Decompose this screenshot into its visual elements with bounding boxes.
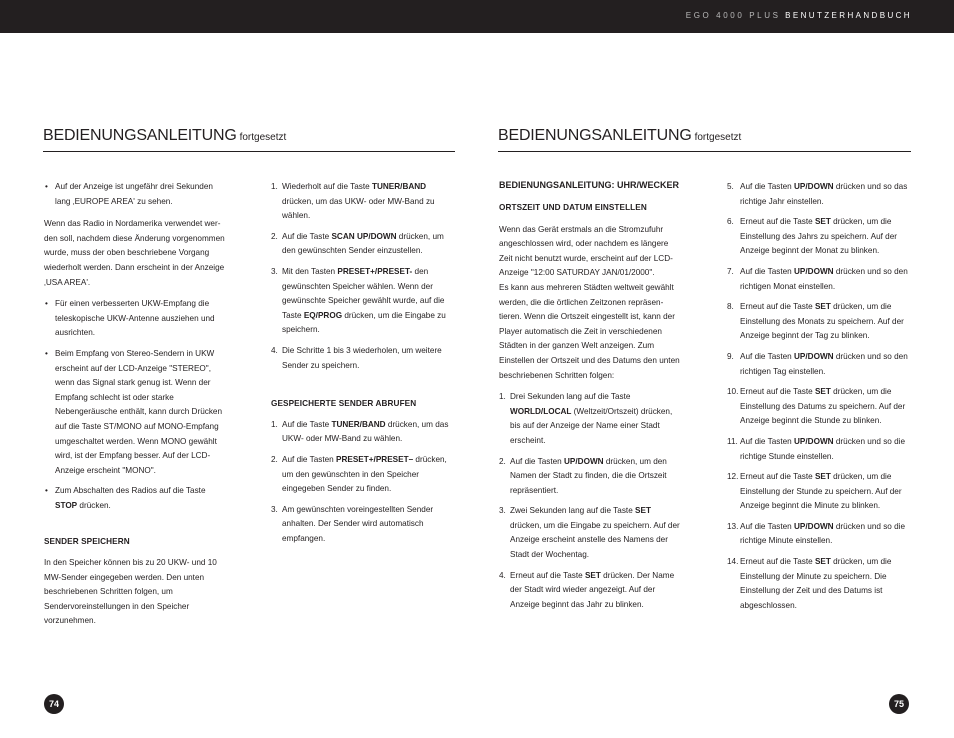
list-text: Erneut auf die Taste [510,570,585,580]
key-label: UP/DOWN [794,351,834,361]
list-marker: 14. [727,557,739,567]
list-item [727,300,912,344]
list-text: Erneut auf die Taste [740,387,815,397]
left-section-title [43,127,455,152]
radio-bullet-list [44,180,229,209]
header-bar [0,0,954,33]
list-marker: 7. [727,266,734,276]
list-text: Auf die Tasten [740,266,795,276]
key-label: SET [814,557,831,567]
list-item [727,385,912,429]
paragraph: In den Speicher können bis zu 20 UKW- und 10 MW-Sender eingegeben werden. Den unten beschriebenen Schritten folgen, um Sendervoreinstellungen in den Speicher vorzunehmen. [44,558,217,626]
list-marker: 6. [727,217,734,227]
list-item [727,470,912,514]
recall-steps-list [271,418,454,547]
key-label: EQ/PROG [303,310,343,320]
list-marker: 8. [727,302,734,312]
list-text: drücken, um das UKW- oder MW-Band zu wählen. [282,196,435,221]
list-text: drücken, um die Einstellung des Jahrs zu speichern. Auf der Anzeige beginnt der Monat zu blinken. [740,217,898,256]
right-title-text: BEDIENUNGSANLEITUNG [498,127,692,144]
list-item [727,180,912,209]
list-item [499,455,684,499]
list-text: drücken, um die Eingabe zu speichern. [282,310,446,335]
list-text: Auf die Taste [282,231,332,241]
list-text: drücken, um den Namen der Stadt zu finden, die die Ortszeit repräsentiert. [510,456,667,495]
list-text: drücken, um das UKW- oder MW-Band zu wählen. [282,419,449,444]
list-text: Erneut auf die Taste [740,472,815,482]
column-2 [271,180,454,554]
heading-save-stations: SENDER SPEICHERN [44,537,130,547]
paragraph: Es kann aus mehreren Städten weltweit gewählt werden, die die örtlichen Zeitzonen repräsen-tieren. Wenn die Ortszeit eingestellt ist, kann der Player automatisch die Zeit in verschiedenen Städten in der ganzen Welt anzeigen. Zum Einstellen der Ortszeit und des Datums den unten beschriebenen Schritten folgen: [499,282,680,380]
key-label: UP/DOWN [794,436,834,446]
list-text: Am gewünschten voreingestellten Sender anhalten. Der Sender wird automatisch empfangen. [282,504,434,543]
list-item [727,520,912,549]
list-text: (Weltzeit/Ortszeit) drücken, bis auf der Anzeige der Name einer Stadt erscheint. [510,406,673,445]
list-item [271,265,454,338]
list-item [271,180,454,224]
paragraph: Wenn das Radio in Nordamerika verwendet wer-den soll, nachdem diese Änderung vorgenommen wurde, muss der oben beschriebene Vorgang wiederholt werden. Dann erscheint in der Anzeige ‚USA AREA'. [44,219,225,287]
column-4 [727,180,912,621]
list-marker: • [45,348,48,358]
list-marker: 1. [271,419,278,429]
list-text: Für einen verbesserten UKW-Empfang die teleskopische UKW-Antenne ausziehen und ausrichten. [55,299,215,338]
key-label: TUNER/BAND [371,182,427,191]
list-item [44,484,229,513]
list-text: Die Schritte 1 bis 3 wiederholen, um weitere Sender zu speichern. [282,345,442,370]
list-text: Auf die Tasten [740,521,795,531]
paragraph: Wenn das Gerät erstmals an die Stromzufuhr angeschlossen wird, oder nachdem es längere Zeit nicht benutzt wurde, erscheint auf der LCD-Anzeige "12:00 SATURDAY JAN/01/2000". [499,224,673,278]
list-marker: 10. [727,387,739,397]
header-title [686,11,912,20]
save-steps-list [271,180,454,373]
list-text: Auf die Tasten [740,182,795,191]
list-item [727,215,912,259]
list-text: Beim Empfang von Stereo-Sendern in UKW erscheint auf der LCD-Anzeige "STEREO", wenn das Signal stark genug ist. Wenn der Empfang schlecht ist oder starke Nebengeräusche enthält, kann durch Drücken auf die Taste ST/MONO auf MONO-Empfang umgeschaltet werden. Wenn MONO gewählt wird, ist der Empfang besser. Auf der LCD-Anzeige erscheint "MONO". [55,348,223,475]
header-model: EGO 4000 PLUS [685,11,781,20]
list-text: drücken, um die Eingabe zu speichern. Auf der Anzeige erscheint anstelle des Namens der Stadt der Wochentag. [510,520,680,560]
list-text: drücken. Der Name der Stadt wird wieder angezeigt. Auf der Anzeige beginnt das Jahr zu blinken. [510,570,675,609]
list-text: Mit den Tasten [282,266,338,276]
list-text: den gewünschten Speicher wählen. Wenn der gewünschte Speicher gewählt wurde, auf die Taste [282,266,445,320]
list-text: drücken. [77,500,111,510]
list-text: Auf die Taste [282,419,332,429]
list-marker: 3. [271,266,278,276]
key-label: SET [814,472,831,482]
list-text: Erneut auf die Taste [740,302,815,312]
list-item [727,435,912,464]
list-text: drücken, um die Einstellung der Stunde zu speichern. Auf der Anzeige beginnt die Minute zu blinken. [740,472,902,511]
list-text: drücken und so den richtigen Tag einstellen. [740,351,908,376]
list-marker: 12. [727,472,739,482]
list-item [44,297,229,341]
key-label: SET [814,217,831,227]
list-text: Auf die Tasten [282,454,337,464]
column-1 [44,180,229,636]
key-label: UP/DOWN [794,521,834,531]
key-label: UP/DOWN [794,182,834,191]
list-text: Erneut auf die Taste [740,217,815,227]
list-marker: 3. [499,506,506,516]
clock-steps-list-continued [727,180,912,613]
list-text: drücken und so die richtige Stunde einstellen. [740,436,906,461]
page-number-right: 75 [889,694,909,714]
list-marker: 4. [499,570,506,580]
list-item [44,347,229,478]
list-marker: 2. [271,231,278,241]
list-item [727,265,912,294]
left-title-text: BEDIENUNGSANLEITUNG [43,127,237,144]
list-text: Wiederholt auf die Taste [282,182,372,191]
list-text: Auf die Tasten [740,351,795,361]
list-text: Auf der Anzeige ist ungefähr drei Sekunden lang ‚EUROPE AREA' zu sehen. [55,182,213,206]
list-item [499,569,684,613]
list-marker: • [45,486,48,496]
key-label: STOP [55,500,78,510]
header-subtitle: BENUTZERHANDBUCH [785,11,912,20]
key-label: PRESET+/PRESET- [337,266,413,276]
page-number-left: 74 [44,694,64,714]
list-text: Auf die Tasten [510,456,565,466]
list-item [271,503,454,547]
list-item [44,180,229,209]
list-marker: 1. [499,392,506,402]
list-text: drücken und so das richtige Jahr einstellen. [740,182,908,206]
key-label: UP/DOWN [794,266,834,276]
list-marker: 2. [499,456,506,466]
list-item [271,230,454,259]
left-title-suffix: fortgesetzt [239,132,287,143]
list-text: drücken, um den gewünschten Sender einzustellen. [282,231,444,256]
key-label: SET [814,387,831,397]
list-text: drücken und so den richtigen Monat einstellen. [740,266,908,291]
list-item [727,350,912,379]
list-marker: 1. [271,182,278,191]
list-marker: 3. [271,504,278,514]
list-text: Drei Sekunden lang auf die Taste [510,392,631,402]
right-section-title [498,127,911,152]
list-marker: 4. [271,345,278,355]
list-marker: 13. [727,521,739,531]
list-item [271,453,454,497]
key-label: SCAN UP/DOWN [331,231,397,241]
list-text: drücken und so die richtige Minute einstellen. [740,521,906,546]
list-marker: 2. [271,454,278,464]
list-text: Auf die Tasten [740,436,795,446]
list-item [727,555,912,613]
list-text: drücken, um die Einstellung des Datums zu speichern. Auf der Anzeige beginnt die Stunde zu blinken. [740,387,906,426]
key-label: SET [635,506,651,516]
list-marker: • [45,182,48,191]
key-label: SET [584,570,601,580]
list-text: Erneut auf die Taste [740,557,815,567]
list-item [499,504,684,562]
heading-clock: BEDIENUNGSANLEITUNG: UHR/WECKER [499,180,679,190]
list-item [271,344,454,373]
key-label: TUNER/BAND [331,419,386,429]
list-item [271,418,454,447]
key-label: UP/DOWN [564,456,604,466]
list-text: drücken, um die Einstellung der Minute zu speichern. Die Einstellung der Zeit und des Datums ist abgeschlossen. [740,557,892,610]
list-marker: 5. [727,182,734,191]
list-text: Zwei Sekunden lang auf die Taste [510,506,636,516]
list-item [499,390,684,448]
list-text: drücken, um den gewünschten in den Speicher eingegeben Sender zu finden. [282,454,447,494]
heading-recall-stations: GESPEICHERTE SENDER ABRUFEN [271,399,417,409]
list-marker: 9. [727,351,734,361]
key-label: WORLD/LOCAL [510,406,572,416]
list-text: drücken, um die Einstellung des Monats zu speichern. Auf der Anzeige beginnt der Tag zu blinken. [740,302,904,341]
heading-local-time: ORTSZEIT UND DATUM EINSTELLEN [499,203,647,212]
key-label: PRESET+/PRESET– [336,454,414,464]
list-text: Zum Abschalten des Radios auf die Taste [55,486,206,496]
radio-bullet-list-2 [44,297,229,513]
list-marker: • [45,299,48,309]
list-marker: 11. [727,436,738,446]
column-3 [499,180,684,620]
clock-steps-list [499,390,684,612]
key-label: SET [814,302,831,312]
right-title-suffix: fortgesetzt [694,132,742,143]
